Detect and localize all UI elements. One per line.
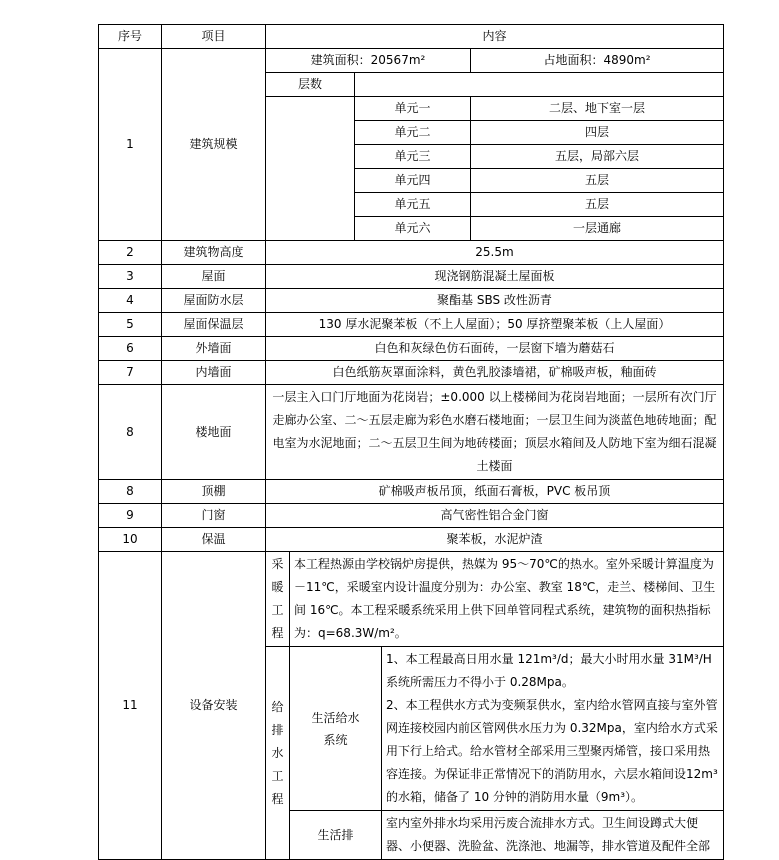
row-item: 楼地面 xyxy=(162,385,266,480)
simple-rows xyxy=(99,241,724,552)
header-content: 内容 xyxy=(266,25,724,49)
header-row xyxy=(99,25,724,49)
unit-name: 单元二 xyxy=(355,121,471,145)
row-content: 25.5m xyxy=(266,241,724,265)
row-content: 130 厚水泥聚苯板（不上人屋面）；50 厚挤塑聚苯板（上人屋面） xyxy=(266,313,724,337)
row-no: 7 xyxy=(99,361,162,385)
table-row xyxy=(99,480,724,504)
row-item: 门窗 xyxy=(162,504,266,528)
header-no: 序号 xyxy=(99,25,162,49)
unit-floors: 五层 xyxy=(471,193,724,217)
unit-name: 单元六 xyxy=(355,217,471,241)
row-no: 9 xyxy=(99,504,162,528)
row-item: 建筑规模 xyxy=(162,49,266,241)
row-content: 白色纸筋灰罩面涂料，黄色乳胶漆墙裙，矿棉吸声板，釉面砖 xyxy=(266,361,724,385)
land-area: 占地面积：4890m² xyxy=(471,49,724,73)
table-row xyxy=(99,337,724,361)
row-no: 4 xyxy=(99,289,162,313)
row-item: 屋面 xyxy=(162,265,266,289)
row-no: 8 xyxy=(99,480,162,504)
building-area: 建筑面积：20567m² xyxy=(266,49,471,73)
table-row xyxy=(99,385,724,480)
spec-table xyxy=(98,24,724,860)
row-no: 1 xyxy=(99,49,162,241)
heating-label: 采暖工程 xyxy=(266,552,290,647)
unit-floors: 四层 xyxy=(471,121,724,145)
row-item: 内墙面 xyxy=(162,361,266,385)
row-item: 设备安装 xyxy=(162,552,266,860)
heating-text: 本工程热源由学校锅炉房提供，热媒为 95～70℃的热水。室外采暖计算温度为－11℃，采暖室内设计温度分别为：办公室、教室 18℃，走兰、楼梯间、卫生间 16℃。本工程采暖系统采用上供下回单管同程式系统，建筑物的面积热指标为：q=68.3W/m²。 xyxy=(290,552,724,647)
row-item: 保温 xyxy=(162,528,266,552)
row-item: 屋面防水层 xyxy=(162,289,266,313)
row-no: 11 xyxy=(99,552,162,860)
header-item: 项目 xyxy=(162,25,266,49)
table-row xyxy=(99,528,724,552)
row-content: 现浇钢筋混凝土屋面板 xyxy=(266,265,724,289)
unit-name: 单元四 xyxy=(355,169,471,193)
row-no: 2 xyxy=(99,241,162,265)
floors-empty xyxy=(355,73,724,97)
row-no: 5 xyxy=(99,313,162,337)
unit-floors: 一层通廊 xyxy=(471,217,724,241)
table-row xyxy=(99,361,724,385)
row-item: 建筑物高度 xyxy=(162,241,266,265)
unit-name: 单元一 xyxy=(355,97,471,121)
row-content: 高气密性铝合金门窗 xyxy=(266,504,724,528)
drainage-label: 生活排 xyxy=(290,811,382,860)
row-item: 外墙面 xyxy=(162,337,266,361)
row-item: 顶棚 xyxy=(162,480,266,504)
table-row xyxy=(99,552,724,647)
table-row xyxy=(99,49,724,73)
units-blank xyxy=(266,97,355,241)
plumbing-label: 给排水工程 xyxy=(266,647,290,860)
table-row xyxy=(99,289,724,313)
unit-floors: 五层 xyxy=(471,169,724,193)
unit-floors: 二层、地下室一层 xyxy=(471,97,724,121)
table-row xyxy=(99,313,724,337)
row-content: 一层主入口门厅地面为花岗岩；±0.000 以上楼梯间为花岗岩地面；一层所有次门厅走廊办公室、二～五层走廊为彩色水磨石楼地面；一层卫生间为淡蓝色地砖地面；配电室为水泥地面；二～五层卫生间为地砖楼面；顶层水箱间及人防地下室为细石混凝土楼面 xyxy=(266,385,724,480)
row-content: 聚酯基 SBS 改性沥青 xyxy=(266,289,724,313)
row-no: 10 xyxy=(99,528,162,552)
row-content: 聚苯板，水泥炉渣 xyxy=(266,528,724,552)
row-no: 3 xyxy=(99,265,162,289)
row-no: 8 xyxy=(99,385,162,480)
table-row xyxy=(99,504,724,528)
row-item: 屋面保温层 xyxy=(162,313,266,337)
row-content: 白色和灰绿色仿石面砖，一层窗下墙为蘑菇石 xyxy=(266,337,724,361)
row-content: 矿棉吸声板吊顶，纸面石膏板，PVC 板吊顶 xyxy=(266,480,724,504)
table-row xyxy=(99,265,724,289)
water-supply-label: 生活给水系统 xyxy=(290,647,382,811)
unit-name: 单元三 xyxy=(355,145,471,169)
floors-label: 层数 xyxy=(266,73,355,97)
table-row xyxy=(99,241,724,265)
drainage-text: 室内室外排水均采用污废合流排水方式。卫生间设蹲式大便器、小便器、洗脸盆、洗涤池、地漏等，排水管道及配件全部 xyxy=(382,811,724,860)
unit-floors: 五层，局部六层 xyxy=(471,145,724,169)
row-no: 6 xyxy=(99,337,162,361)
water-supply-text: 1、本工程最高日用水量 121m³/d；最大小时用水量 31M³/H系统所需压力不得小于 0.28Mpa。 2、本工程供水方式为变频泵供水，室内给水管网直接与室外管网连接校园内前区管网供水压力为 0.32Mpa，室内给水方式采用下行上给式。给水管材全部采用三型聚丙烯管，接口采用热容连接。为保证非正常情况下的消防用水，六层水箱间设12m³的水箱，储备了 10 分钟的消防用水量（9m³）。 xyxy=(382,647,724,811)
unit-name: 单元五 xyxy=(355,193,471,217)
